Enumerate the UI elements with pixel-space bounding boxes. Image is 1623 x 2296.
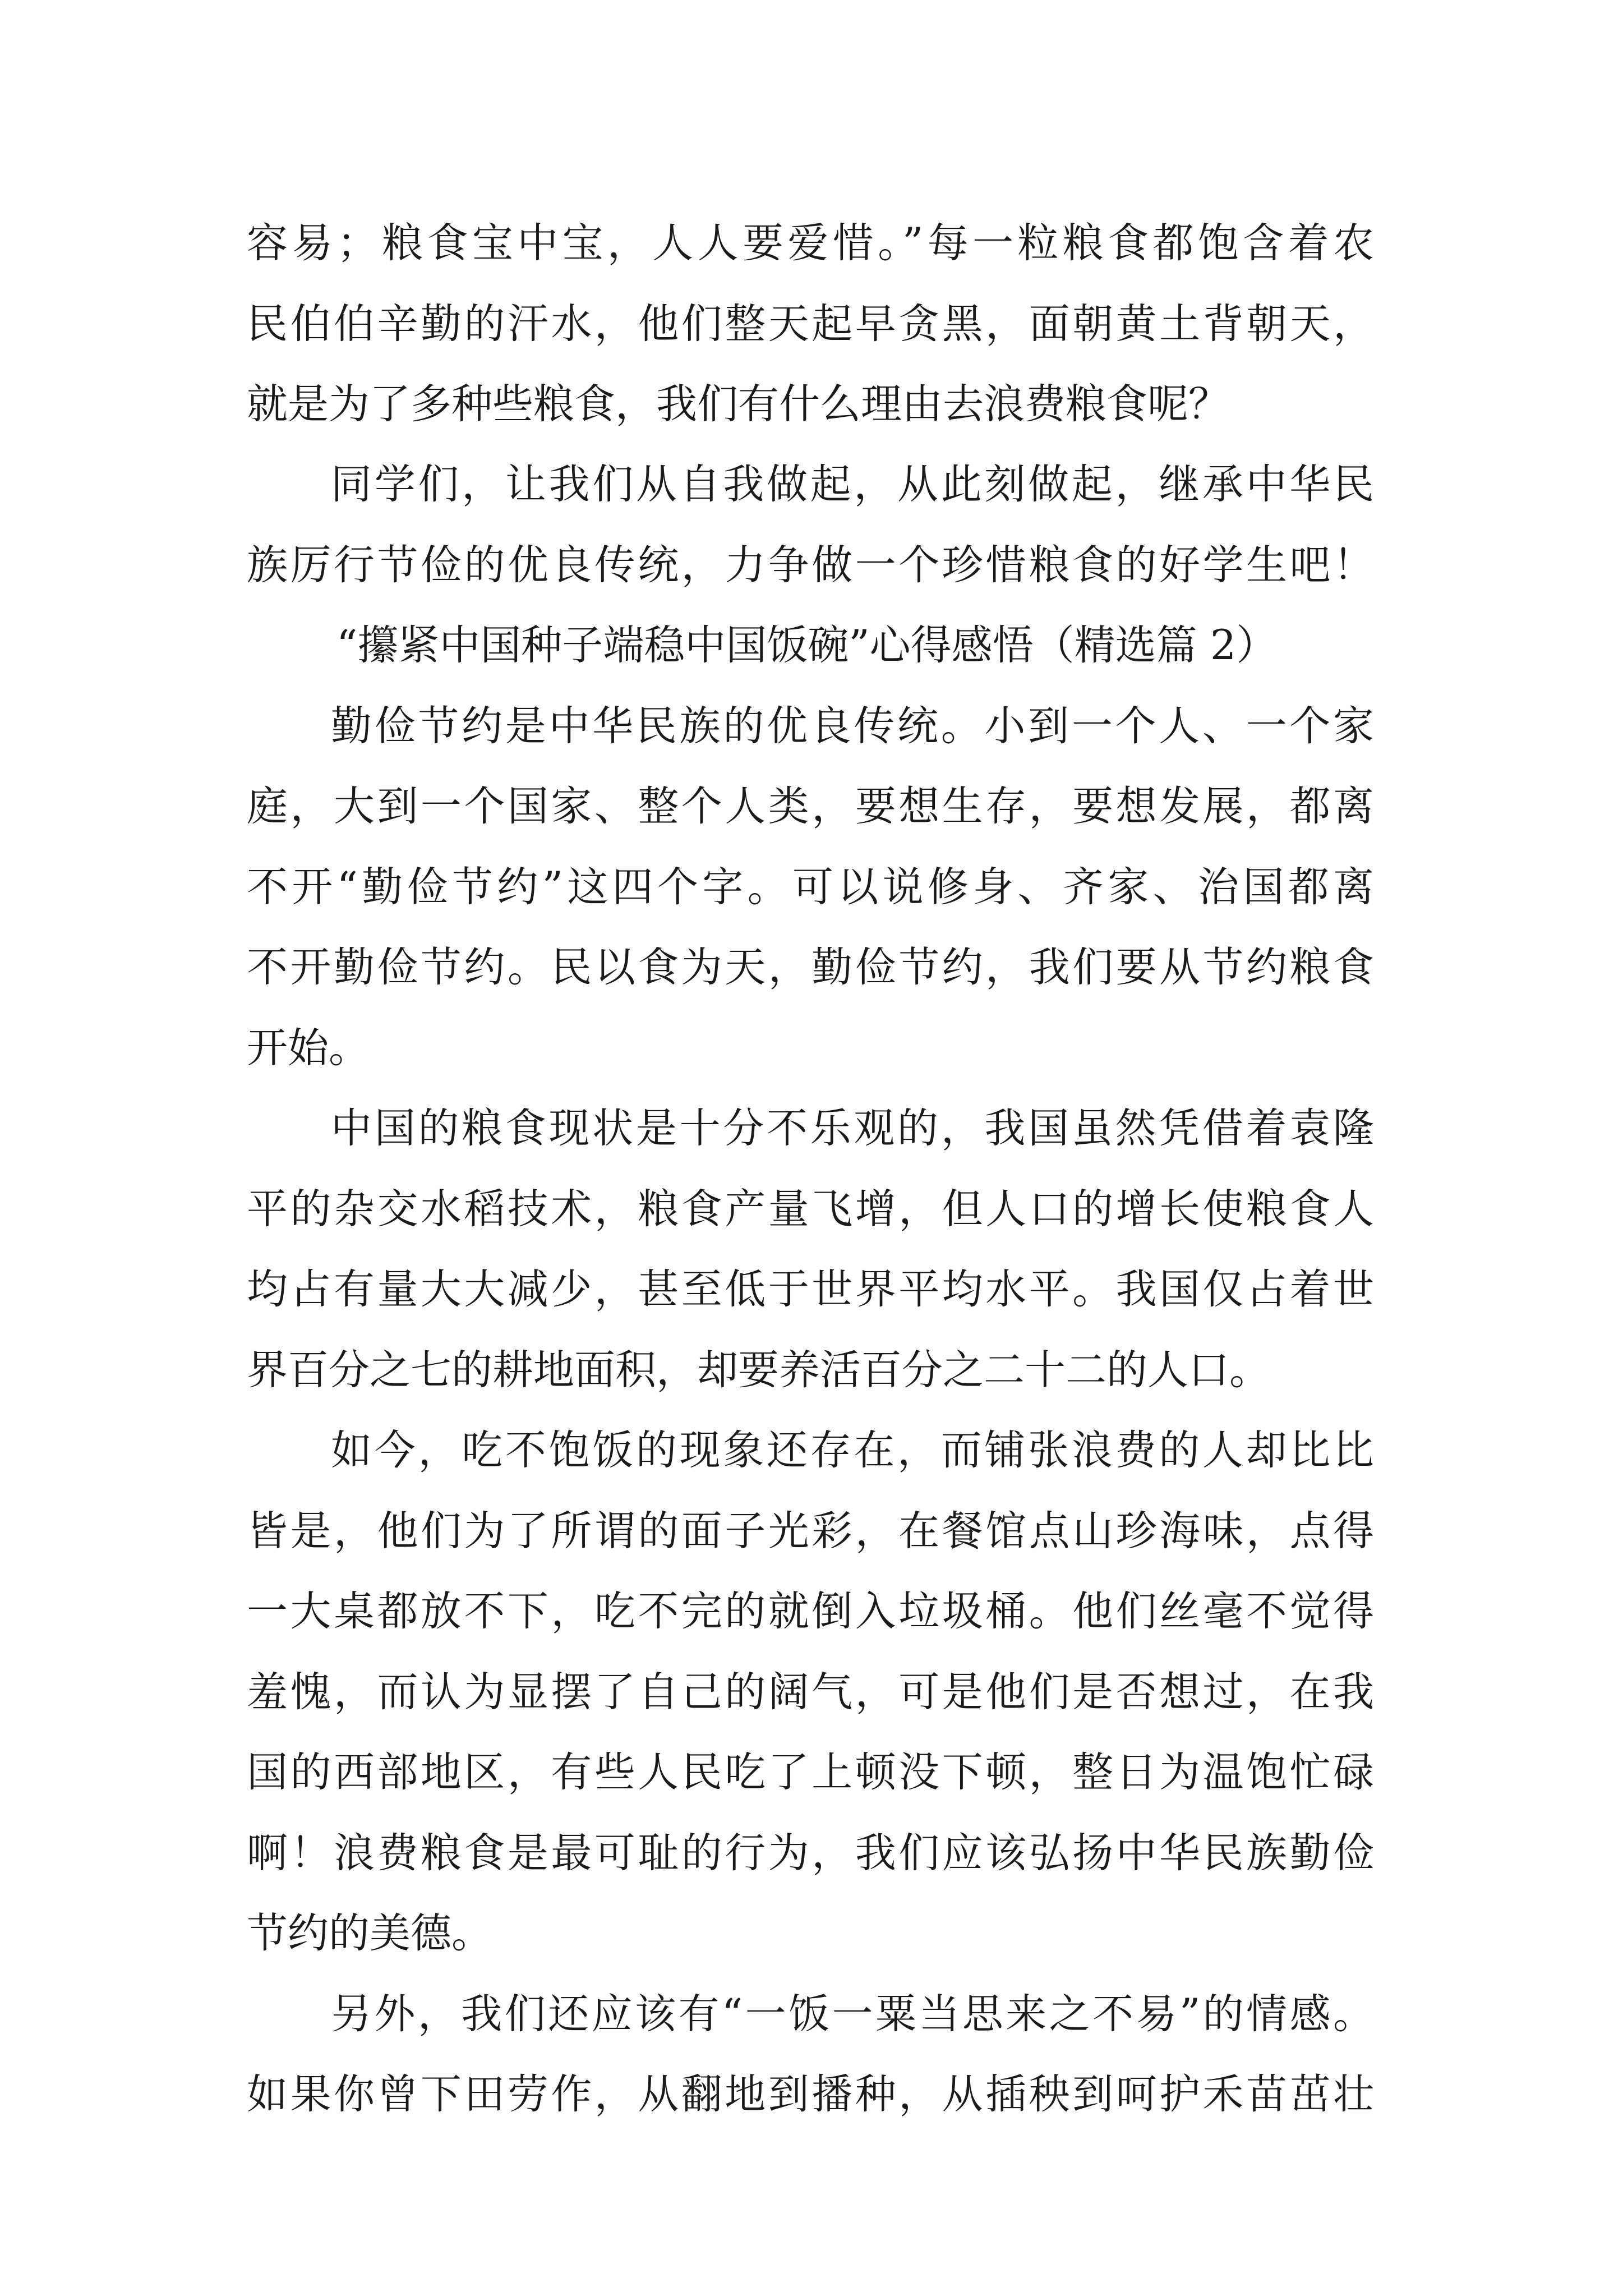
text-line: 容易；粮食宝中宝，人人要爱惜。”每一粒粮食都饱含着农 — [247, 219, 1374, 267]
text-line: 族厉行节俭的优良传统，力争做一个珍惜粮食的好学生吧！ — [247, 541, 1374, 589]
text-line: 不开勤俭节约。民以食为天，勤俭节约，我们要从节约粮食 — [247, 944, 1374, 991]
text-line: 不开“勤俭节约”这四个字。可以说修身、齐家、治国都离 — [247, 863, 1374, 911]
text-line: 啊！浪费粮食是最可耻的行为，我们应该弘扬中华民族勤俭 — [247, 1829, 1374, 1877]
paragraph-first-line: 如今，吃不饱饭的现象还存在，而铺张浪费的人却比比 — [331, 1427, 1374, 1474]
text-line: 庭，大到一个国家、整个人类，要想生存，要想发展，都离 — [247, 783, 1374, 830]
text-line: 均占有量大大减少，甚至低于世界平均水平。我国仅占着世 — [247, 1266, 1374, 1313]
text-line: 国的西部地区，有些人民吃了上顿没下顿，整日为温饱忙碌 — [247, 1749, 1374, 1796]
text-line: 如果你曾下田劳作，从翻地到播种，从插秧到呵护禾苗茁壮 — [247, 2070, 1374, 2118]
text-line: 皆是，他们为了所谓的面子光彩，在餐馆点山珍海味，点得 — [247, 1507, 1374, 1555]
text-line: 平的杂交水稻技术，粮食产量飞增，但人口的增长使粮食人 — [247, 1185, 1374, 1233]
text-line: 一大桌都放不下，吃不完的就倒入垃圾桶。他们丝毫不觉得 — [247, 1588, 1374, 1635]
text-line: 开始。 — [247, 1024, 370, 1072]
text-line: 界百分之七的耕地面积，却要养活百分之二十二的人口。 — [247, 1346, 1270, 1394]
text-line: 羞愧，而认为显摆了自己的阔气，可是他们是否想过，在我 — [247, 1668, 1374, 1716]
paragraph-first-line: 勤俭节约是中华民族的优良传统。小到一个人、一个家 — [331, 702, 1374, 750]
text-line: 民伯伯辛勤的汗水，他们整天起早贪黑，面朝黄土背朝天， — [247, 300, 1374, 348]
section-heading: “攥紧中国种子端稳中国饭碗”心得感悟（精选篇 2） — [336, 622, 1278, 669]
text-line: 节约的美德。 — [247, 1910, 492, 1957]
paragraph-first-line: 中国的粮食现状是十分不乐观的，我国虽然凭借着袁隆 — [331, 1105, 1374, 1152]
text-line: 就是为了多种些粮食，我们有什么理由去浪费粮食呢？ — [247, 380, 1229, 428]
paragraph-first-line: 同学们，让我们从自我做起，从此刻做起，继承中华民 — [331, 461, 1374, 508]
paragraph-first-line: 另外，我们还应该有“一饭一粟当思来之不易”的情感。 — [331, 1990, 1374, 2038]
